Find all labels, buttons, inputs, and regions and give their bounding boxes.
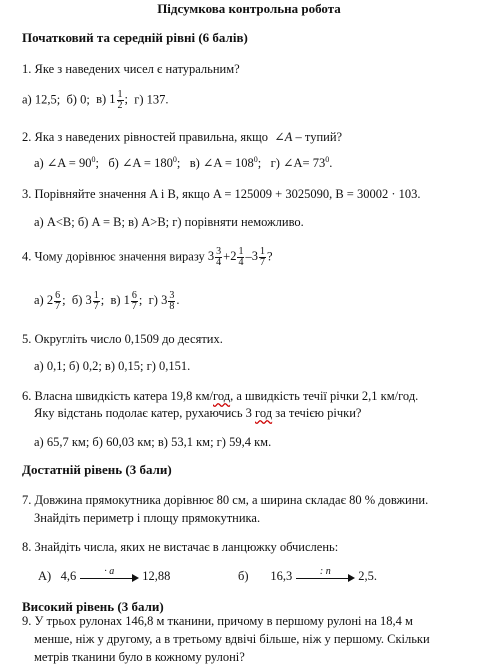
question-6-answers: а) 65,7 км; б) 60,03 км; в) 53,1 км; г) 59,4 км. [34, 435, 272, 449]
question-6-line-1: 6. Власна швидкість катера 19,8 км/год, а швидкість течії річки 2,1 км/год. [22, 389, 419, 403]
page-title: Підсумкова контрольна робота [157, 1, 341, 16]
question-5-answers: а) 0,1; б) 0,2; в) 0,15; г) 0,151. [34, 359, 191, 373]
q2-answer-c: в) ∠A = $108^0$; [189, 154, 262, 170]
q4-answer-d: г) 3 $\frac{3}{8}$ . [148, 290, 180, 312]
chain-arrow-a: · a [80, 570, 138, 584]
question-4-answers [34, 291, 179, 312]
question-9-line-2: менше, ніж у другому, а в третьому вдвічі більше, ніж у першому. Скільки [34, 632, 430, 646]
q2-answer-a: а) ∠A = $90^0$; [34, 154, 99, 170]
section-basic: Початковий та середній рівні (6 балів) [22, 30, 248, 45]
q4-answer-b: б) 3 $\frac{1}{7}$ ; [71, 290, 105, 312]
question-3-answers: а) A<B; б) A = B; в) A>B; г) порівняти неможливо. [34, 215, 304, 229]
q1-answer-a: а) 12,5; [22, 92, 61, 107]
question-6-line-2: Яку відстань подолає катер, рухаючись 3 год за течією річки? [34, 406, 362, 420]
question-7-line-2: Знайдіть периметр і площу прямокутника. [34, 511, 261, 525]
q4-term-2: 2 $\frac{1}{4}$ [230, 246, 244, 268]
q4-answer-a: а) 2 $\frac{6}{7}$ ; [34, 290, 66, 312]
question-7-line-1: 7. Довжина прямокутника дорівнює 80 см, а ширина складає 80 % довжини. [22, 493, 429, 507]
q4-term-1: 3 $\frac{3}{4}$ [207, 246, 222, 268]
question-3: 3. Порівняйте значення A і B, якщо A = 125009 + 3025090, B = 30002 · 103. [22, 187, 421, 201]
question-8: 8. Знайдіть числа, яких не вистачає в ланцюжку обчислень: [22, 540, 339, 554]
question-4: 4. Чому дорівнює значення виразу 3 $\frac{3}{4}$ +2 $\frac{1}{4}$ –3 $\frac{1}{7}$ ? [22, 246, 273, 268]
question-8-chain-b: б) 16,3 : n 2,5. [238, 566, 378, 583]
q4-answer-c: в) 1 $\frac{6}{7}$ ; [110, 290, 143, 312]
question-9-line-3: метрів тканини було в кожному рулоні? [34, 650, 245, 664]
question-1: 1. Яке з наведених чисел є натуральним? [22, 62, 240, 76]
chain-arrow-b: : n [296, 570, 354, 584]
question-5: 5. Округліть число 0,1509 до десятих. [22, 332, 223, 346]
q4-term-3: 3 $\frac{1}{7}$ [251, 246, 265, 268]
section-sufficient: Достатній рівень (3 бали) [22, 462, 172, 477]
question-2: 2. Яка з наведених рівностей правильна, якщо ∠A – тупий? [22, 130, 343, 144]
q1-answer-d: г) 137. [134, 92, 169, 107]
question-2-answers [34, 156, 332, 171]
question-1-answers [22, 90, 169, 111]
section-high: Високий рівень (3 бали) [22, 599, 164, 614]
q1-answer-c: в) 1 $\frac{1}{2}$ ; [96, 89, 128, 111]
q2-answer-d: г) ∠A= $73^0$. [270, 154, 333, 170]
q1-answer-b: б) 0; [66, 92, 90, 107]
question-8-chain-a: А) 4,6 · a 12,88 [38, 566, 171, 583]
q2-answer-b: б) ∠A = $180^0$; [108, 154, 181, 170]
question-9-line-1: 9. У трьох рулонах 146,8 м тканини, причому в першому рулоні на 18,4 м [22, 614, 413, 628]
